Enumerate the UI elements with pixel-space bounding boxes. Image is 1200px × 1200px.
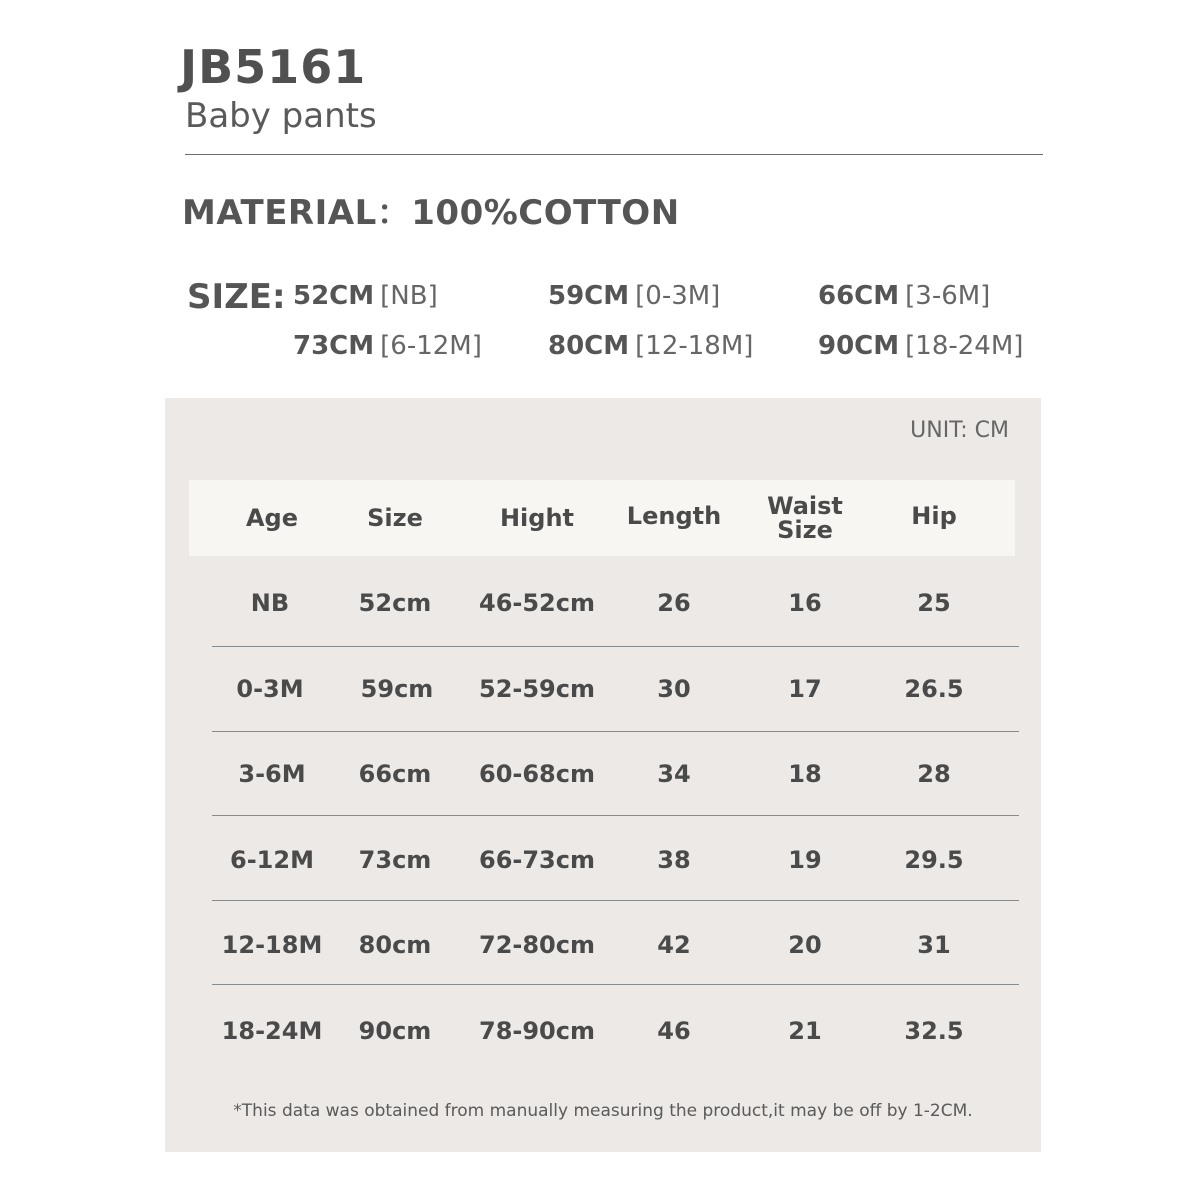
- header-hight: Hight: [499, 504, 575, 532]
- size-cm: 59CM: [548, 281, 630, 311]
- table-row: [165, 989, 1041, 1074]
- cell-hip: 25: [917, 589, 951, 617]
- cell-hight: 60-68cm: [479, 760, 595, 788]
- header-size-line: Size: [777, 516, 833, 544]
- size-label: SIZE:: [187, 277, 286, 317]
- cell-size: 73cm: [358, 846, 432, 874]
- cell-length: 30: [657, 675, 691, 703]
- cell-size: 90cm: [358, 1017, 432, 1045]
- table-row: [165, 732, 1041, 817]
- size-cm: 66CM: [818, 281, 900, 311]
- cell-age: 3-6M: [238, 760, 306, 788]
- cell-length: 42: [657, 931, 691, 959]
- cell-length: 34: [657, 760, 691, 788]
- cell-age: NB: [250, 589, 290, 617]
- product-subtitle: Baby pants: [185, 96, 377, 136]
- size-age: [6-12M]: [380, 331, 482, 361]
- cell-age: 12-18M: [221, 931, 323, 959]
- row-divider: [212, 815, 1019, 816]
- cell-length: 26: [657, 589, 691, 617]
- cell-waist: 20: [788, 931, 822, 959]
- cell-hight: 52-59cm: [479, 675, 595, 703]
- size-option: [818, 328, 1023, 364]
- table-row: [165, 561, 1041, 646]
- header-age: Age: [245, 504, 299, 532]
- size-cm: 90CM: [818, 331, 900, 361]
- cell-hip: 26.5: [904, 675, 964, 703]
- row-divider: [212, 984, 1019, 985]
- cell-waist: 16: [788, 589, 822, 617]
- cell-waist: 21: [788, 1017, 822, 1045]
- table-header: [189, 480, 1015, 556]
- size-cm: 52CM: [293, 281, 375, 311]
- header-hip: Hip: [911, 502, 957, 530]
- header-size: Size: [367, 504, 423, 532]
- size-cm: 73CM: [293, 331, 375, 361]
- header-waist-line: Waist: [767, 492, 843, 520]
- table-row: [165, 903, 1041, 988]
- cell-size: 66cm: [358, 760, 432, 788]
- product-code: JB5161: [180, 40, 367, 94]
- row-divider: [212, 900, 1019, 901]
- size-option: [818, 278, 990, 314]
- header-waist-size: [767, 494, 843, 542]
- size-age: [18-24M]: [905, 331, 1024, 361]
- size-cm: 80CM: [548, 331, 630, 361]
- size-option: [293, 278, 438, 314]
- size-option: [548, 278, 720, 314]
- size-chart-panel: [165, 398, 1041, 1152]
- cell-age: 18-24M: [221, 1017, 323, 1045]
- cell-hip: 28: [917, 760, 951, 788]
- cell-hip: 32.5: [904, 1017, 964, 1045]
- cell-hight: 72-80cm: [479, 931, 595, 959]
- unit-label: UNIT: CM: [910, 418, 1009, 443]
- cell-waist: 18: [788, 760, 822, 788]
- cell-length: 46: [657, 1017, 691, 1045]
- cell-hip: 29.5: [904, 846, 964, 874]
- cell-size: 52cm: [358, 589, 432, 617]
- size-age: [3-6M]: [905, 281, 991, 311]
- cell-hight: 46-52cm: [479, 589, 595, 617]
- cell-length: 38: [657, 846, 691, 874]
- table-row: [165, 647, 1041, 732]
- cell-waist: 17: [788, 675, 822, 703]
- cell-hight: 78-90cm: [479, 1017, 595, 1045]
- material-line: [182, 190, 680, 236]
- size-age: [0-3M]: [635, 281, 721, 311]
- cell-size: 80cm: [358, 931, 432, 959]
- cell-age: 0-3M: [236, 675, 304, 703]
- cell-hip: 31: [917, 931, 951, 959]
- cell-age: 6-12M: [230, 846, 314, 874]
- measurement-note: *This data was obtained from manually measuring the product,it may be off by 1-2CM.: [233, 1101, 973, 1121]
- header-length: Length: [626, 502, 722, 530]
- material-value: 100%COTTON: [411, 193, 680, 233]
- cell-size: 59cm: [360, 675, 434, 703]
- material-label: MATERIAL：: [182, 193, 412, 233]
- size-age: [NB]: [380, 281, 438, 311]
- size-option: [293, 328, 482, 364]
- header-divider: [185, 154, 1043, 155]
- table-row: [165, 818, 1041, 903]
- cell-waist: 19: [788, 846, 822, 874]
- size-option: [548, 328, 753, 364]
- cell-hight: 66-73cm: [479, 846, 595, 874]
- size-age: [12-18M]: [635, 331, 754, 361]
